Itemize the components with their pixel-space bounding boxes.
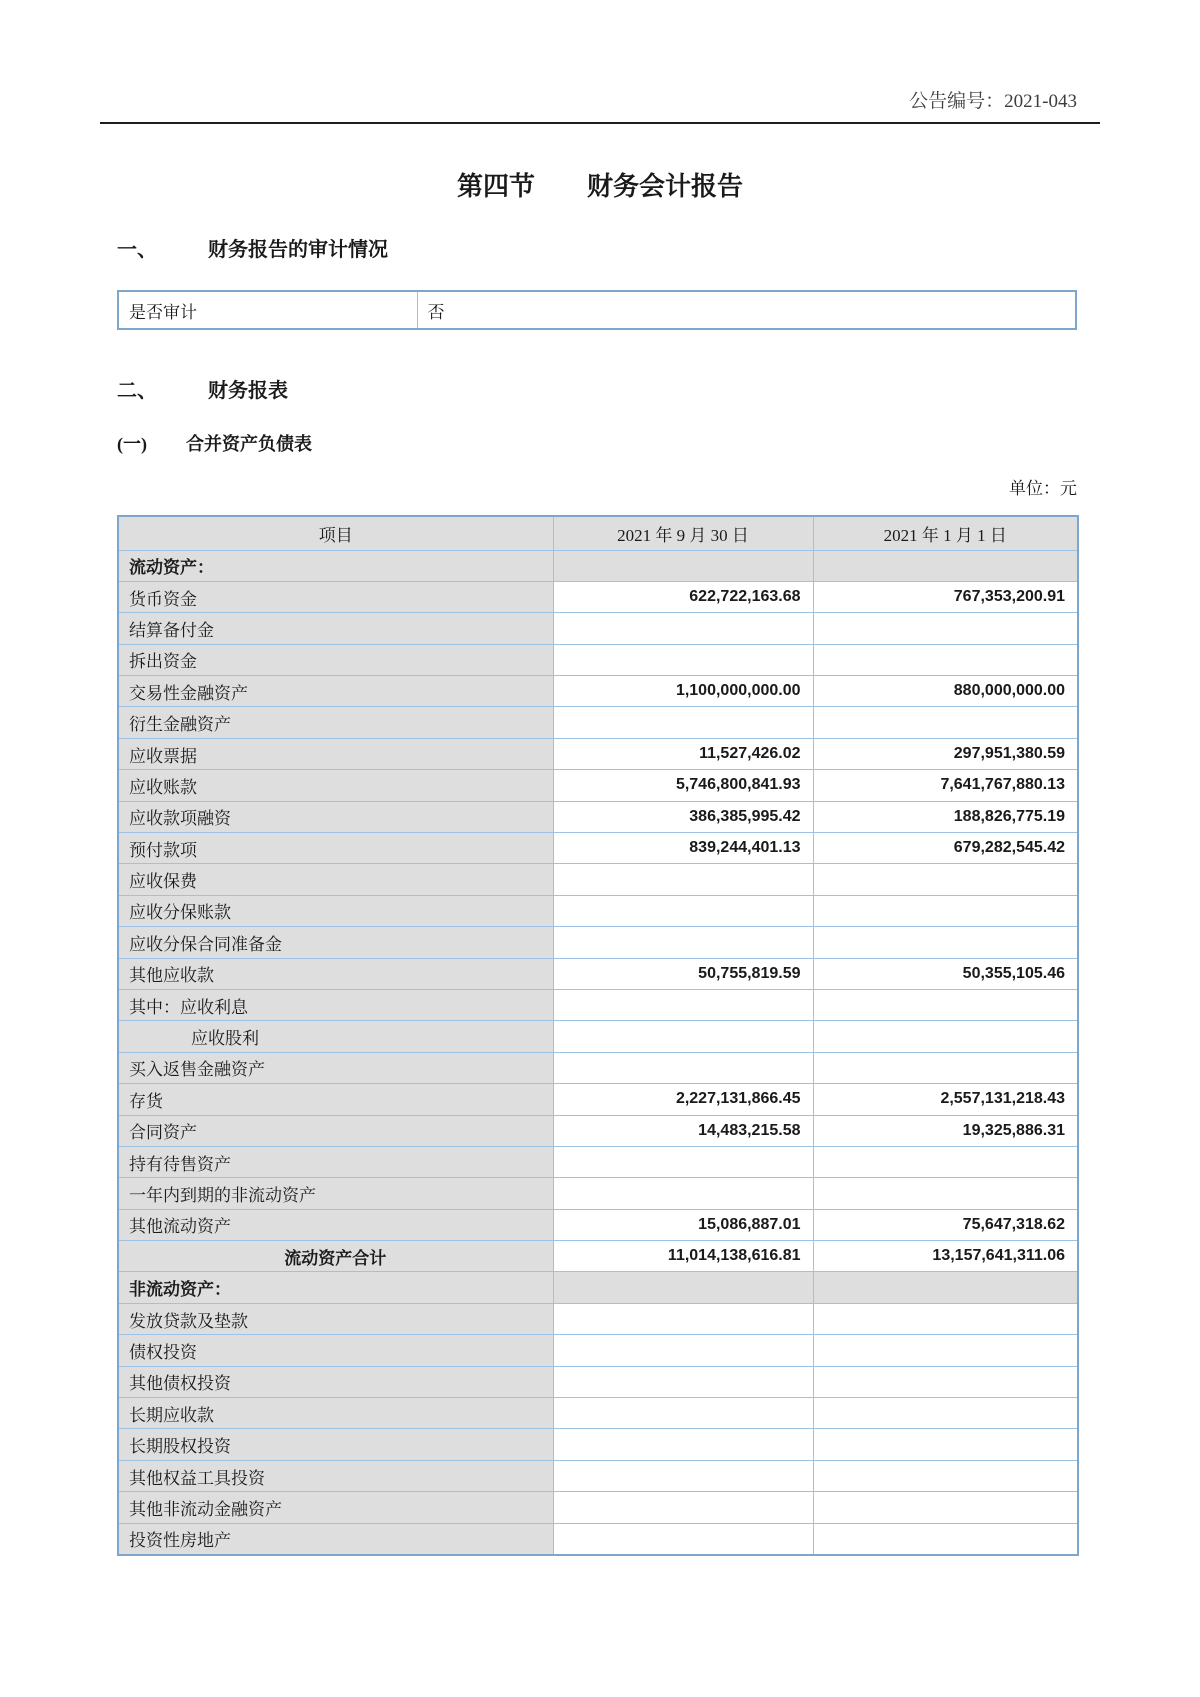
value-cell-2021-09-30 <box>553 1335 813 1366</box>
table-row <box>118 1492 1078 1523</box>
section-heading-text: 财务报告的审计情况 <box>208 239 388 261</box>
table-row <box>118 801 1078 832</box>
value-cell-2021-09-30 <box>553 1492 813 1523</box>
item-label-cell: 货币资金 <box>118 581 553 612</box>
value-cell-2021-09-30 <box>553 1178 813 1209</box>
value-cell-2021-01-01: 679,282,545.42 <box>813 833 1078 864</box>
value-cell-2021-01-01: 13,157,641,311.06 <box>813 1241 1078 1272</box>
table-row <box>118 958 1078 989</box>
value-cell-2021-09-30: 15,086,887.01 <box>553 1209 813 1240</box>
balance-sheet-table <box>117 515 1079 1556</box>
table-row <box>118 1021 1078 1052</box>
item-label-cell: 非流动资产： <box>118 1272 553 1303</box>
table-row <box>118 550 1078 581</box>
value-cell-2021-09-30 <box>553 1021 813 1052</box>
value-cell-2021-01-01 <box>813 864 1078 895</box>
subsection-heading-balance-sheet <box>100 430 1100 456</box>
value-cell-2021-09-30: 839,244,401.13 <box>553 833 813 864</box>
value-cell-2021-01-01: 19,325,886.31 <box>813 1115 1078 1146</box>
section-heading-text: 财务报表 <box>208 380 288 402</box>
value-cell-2021-09-30: 50,755,819.59 <box>553 958 813 989</box>
value-cell-2021-01-01: 297,951,380.59 <box>813 738 1078 769</box>
table-row <box>118 895 1078 926</box>
value-cell-2021-01-01 <box>813 927 1078 958</box>
value-cell-2021-09-30 <box>553 550 813 581</box>
column-header-item: 项目 <box>118 516 553 550</box>
table-row <box>118 581 1078 612</box>
value-cell-2021-09-30 <box>553 1460 813 1491</box>
table-row <box>118 1335 1078 1366</box>
item-label-cell: 预付款项 <box>118 833 553 864</box>
table-row <box>118 738 1078 769</box>
item-label-cell: 发放贷款及垫款 <box>118 1303 553 1334</box>
value-cell-2021-01-01: 50,355,105.46 <box>813 958 1078 989</box>
value-cell-2021-01-01 <box>813 1523 1078 1554</box>
subsection-number: (一) <box>117 434 147 454</box>
value-cell-2021-01-01 <box>813 1335 1078 1366</box>
item-label-cell: 应收分保账款 <box>118 895 553 926</box>
table-row <box>118 1460 1078 1491</box>
value-cell-2021-01-01 <box>813 1460 1078 1491</box>
table-row <box>118 770 1078 801</box>
table-row <box>118 1366 1078 1397</box>
value-cell-2021-09-30 <box>553 1366 813 1397</box>
table-row <box>118 707 1078 738</box>
audit-question-cell: 是否审计 <box>118 291 417 329</box>
value-cell-2021-09-30 <box>553 1398 813 1429</box>
value-cell-2021-09-30 <box>553 1272 813 1303</box>
table-row <box>118 927 1078 958</box>
value-cell-2021-01-01 <box>813 1366 1078 1397</box>
table-row <box>118 1052 1078 1083</box>
value-cell-2021-01-01 <box>813 895 1078 926</box>
item-label-cell: 衍生金融资产 <box>118 707 553 738</box>
item-label-cell: 应收分保合同准备金 <box>118 927 553 958</box>
item-label-cell: 投资性房地产 <box>118 1523 553 1554</box>
value-cell-2021-09-30 <box>553 895 813 926</box>
table-row <box>118 1241 1078 1272</box>
table-row <box>118 1398 1078 1429</box>
page-title: 第四节 财务会计报告 <box>456 172 743 201</box>
audit-status-table <box>117 290 1077 330</box>
item-label-cell: 交易性金融资产 <box>118 676 553 707</box>
table-row <box>118 833 1078 864</box>
table-row <box>118 1429 1078 1460</box>
item-label-cell: 长期股权投资 <box>118 1429 553 1460</box>
value-cell-2021-09-30: 14,483,215.58 <box>553 1115 813 1146</box>
value-cell-2021-09-30 <box>553 1303 813 1334</box>
value-cell-2021-01-01 <box>813 707 1078 738</box>
table-row <box>118 1178 1078 1209</box>
value-cell-2021-09-30: 11,014,138,616.81 <box>553 1241 813 1272</box>
column-header-date-2: 2021 年 1 月 1 日 <box>813 516 1078 550</box>
subsection-heading-text: 合并资产负债表 <box>186 434 312 454</box>
value-cell-2021-01-01 <box>813 1178 1078 1209</box>
item-label-cell: 持有待售资产 <box>118 1146 553 1177</box>
unit-note: 单位：元 <box>1009 479 1077 498</box>
table-row <box>118 1303 1078 1334</box>
announcement-number: 公告编号：2021-043 <box>100 0 1100 124</box>
item-label-cell: 其中：应收利息 <box>118 989 553 1020</box>
value-cell-2021-09-30 <box>553 1052 813 1083</box>
value-cell-2021-01-01 <box>813 1398 1078 1429</box>
value-cell-2021-01-01: 880,000,000.00 <box>813 676 1078 707</box>
value-cell-2021-01-01 <box>813 613 1078 644</box>
audit-answer-cell: 否 <box>417 291 1076 329</box>
value-cell-2021-09-30 <box>553 644 813 675</box>
value-cell-2021-01-01 <box>813 1052 1078 1083</box>
section-heading-statements <box>100 374 1100 403</box>
value-cell-2021-01-01: 7,641,767,880.13 <box>813 770 1078 801</box>
value-cell-2021-09-30: 386,385,995.42 <box>553 801 813 832</box>
value-cell-2021-09-30 <box>553 1523 813 1554</box>
value-cell-2021-09-30 <box>553 864 813 895</box>
item-label-cell: 应收保费 <box>118 864 553 895</box>
item-label-cell: 应收票据 <box>118 738 553 769</box>
table-row <box>118 1084 1078 1115</box>
table-row <box>118 291 1076 329</box>
item-label-cell: 其他应收款 <box>118 958 553 989</box>
section-number: 二、 <box>117 380 157 402</box>
value-cell-2021-09-30: 5,746,800,841.93 <box>553 770 813 801</box>
value-cell-2021-09-30: 2,227,131,866.45 <box>553 1084 813 1115</box>
item-label-cell: 其他债权投资 <box>118 1366 553 1397</box>
item-label-cell: 其他非流动金融资产 <box>118 1492 553 1523</box>
item-label-cell: 拆出资金 <box>118 644 553 675</box>
value-cell-2021-01-01 <box>813 1429 1078 1460</box>
table-row <box>118 1146 1078 1177</box>
value-cell-2021-01-01: 2,557,131,218.43 <box>813 1084 1078 1115</box>
value-cell-2021-09-30 <box>553 1146 813 1177</box>
table-row <box>118 676 1078 707</box>
item-label-cell: 买入返售金融资产 <box>118 1052 553 1083</box>
table-row <box>118 1523 1078 1554</box>
table-row <box>118 989 1078 1020</box>
table-row <box>118 1272 1078 1303</box>
value-cell-2021-09-30 <box>553 1429 813 1460</box>
table-row <box>118 1209 1078 1240</box>
value-cell-2021-01-01 <box>813 1492 1078 1523</box>
table-row <box>118 644 1078 675</box>
item-label-cell: 一年内到期的非流动资产 <box>118 1178 553 1209</box>
item-label-cell: 应收股利 <box>118 1021 553 1052</box>
item-label-cell: 合同资产 <box>118 1115 553 1146</box>
value-cell-2021-09-30 <box>553 927 813 958</box>
value-cell-2021-01-01 <box>813 1146 1078 1177</box>
value-cell-2021-01-01 <box>813 1303 1078 1334</box>
value-cell-2021-01-01 <box>813 1021 1078 1052</box>
value-cell-2021-01-01: 188,826,775.19 <box>813 801 1078 832</box>
value-cell-2021-01-01: 767,353,200.91 <box>813 581 1078 612</box>
item-label-cell: 流动资产： <box>118 550 553 581</box>
item-label-cell: 债权投资 <box>118 1335 553 1366</box>
table-row <box>118 1115 1078 1146</box>
value-cell-2021-01-01 <box>813 1272 1078 1303</box>
table-row <box>118 613 1078 644</box>
table-header-row <box>118 516 1078 550</box>
section-number: 一、 <box>117 239 157 261</box>
value-cell-2021-01-01 <box>813 644 1078 675</box>
item-label-cell: 应收款项融资 <box>118 801 553 832</box>
value-cell-2021-09-30: 1,100,000,000.00 <box>553 676 813 707</box>
document-page <box>100 0 1100 1556</box>
item-label-cell: 流动资产合计 <box>118 1241 553 1272</box>
value-cell-2021-09-30 <box>553 989 813 1020</box>
item-label-cell: 其他权益工具投资 <box>118 1460 553 1491</box>
column-header-date-1: 2021 年 9 月 30 日 <box>553 516 813 550</box>
value-cell-2021-01-01: 75,647,318.62 <box>813 1209 1078 1240</box>
table-row <box>118 864 1078 895</box>
section-heading-audit <box>100 233 1100 262</box>
item-label-cell: 长期应收款 <box>118 1398 553 1429</box>
item-label-cell: 应收账款 <box>118 770 553 801</box>
item-label-cell: 其他流动资产 <box>118 1209 553 1240</box>
value-cell-2021-09-30 <box>553 707 813 738</box>
value-cell-2021-09-30 <box>553 613 813 644</box>
value-cell-2021-01-01 <box>813 550 1078 581</box>
item-label-cell: 结算备付金 <box>118 613 553 644</box>
value-cell-2021-01-01 <box>813 989 1078 1020</box>
value-cell-2021-09-30: 11,527,426.02 <box>553 738 813 769</box>
balance-sheet-body <box>118 550 1078 1555</box>
item-label-cell: 存货 <box>118 1084 553 1115</box>
value-cell-2021-09-30: 622,722,163.68 <box>553 581 813 612</box>
